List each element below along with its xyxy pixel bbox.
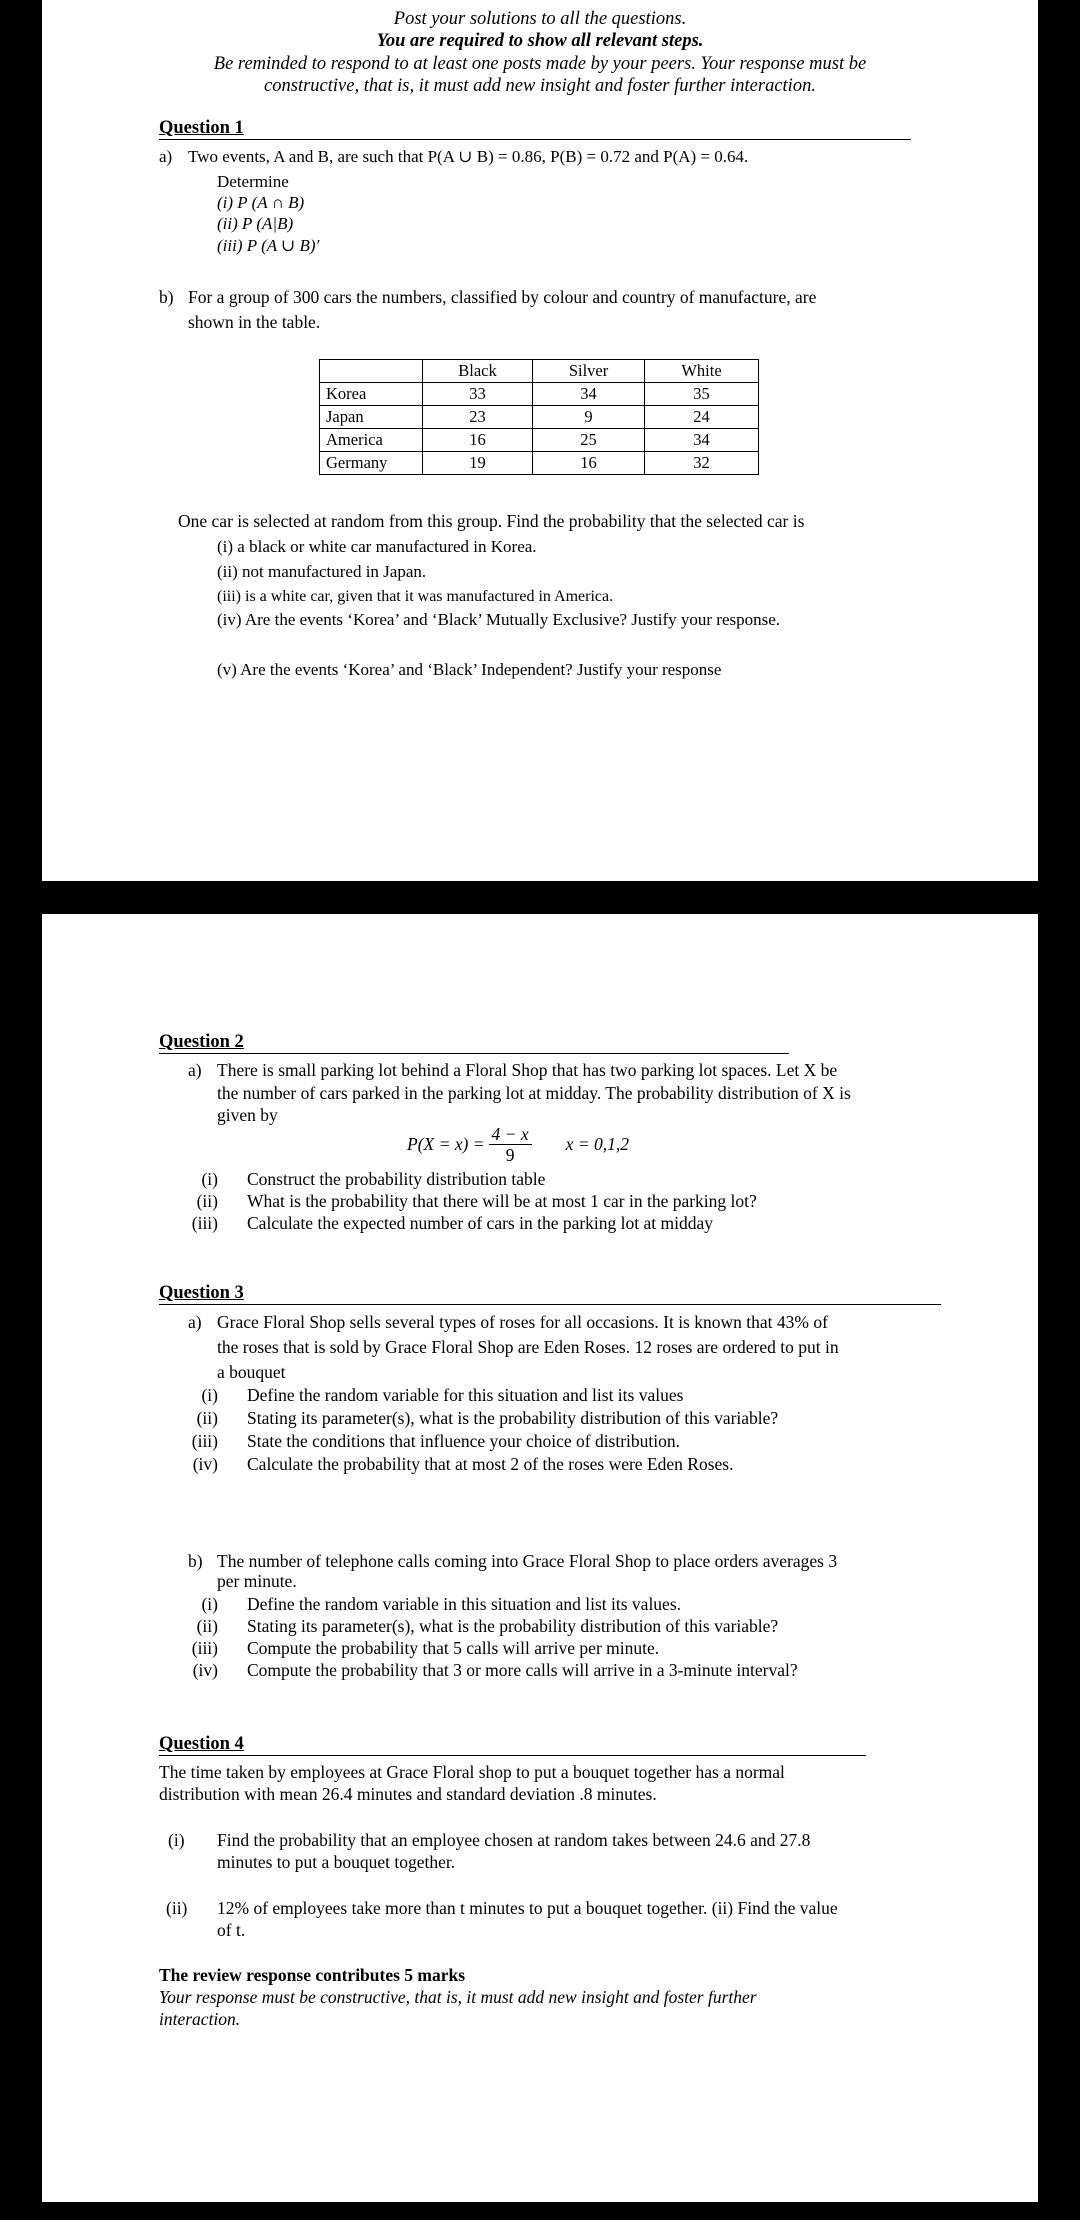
- q1-rule: [159, 139, 911, 140]
- q1-b-item-4: (iv) Are the events ‘Korea’ and ‘Black’ Mutually Exclusive? Justify your response.: [217, 610, 781, 629]
- q1-a-item-3: (iii) P (A ∪ B)′: [217, 236, 320, 255]
- q4-intro-line-1: The time taken by employees at Grace Floral shop to put a bouquet together has a normal: [159, 1762, 785, 1782]
- table-row: [320, 452, 759, 475]
- table-cell: Germany: [320, 452, 423, 475]
- table-cell: 19: [423, 452, 533, 475]
- q4-item-2-label: (ii): [166, 1898, 188, 1918]
- q2-title: Question 2: [159, 1032, 244, 1052]
- q2-item-3-label: (iii): [191, 1213, 218, 1233]
- q4-item-1-line-2: minutes to put a bouquet together.: [217, 1852, 456, 1872]
- table-cell: 34: [645, 429, 759, 452]
- q3-b-item-4-text: Compute the probability that 3 or more calls will arrive in a 3-minute interval?: [247, 1660, 798, 1680]
- table-cell: 16: [423, 429, 533, 452]
- q4-title: Question 4: [159, 1734, 244, 1754]
- formula-domain: x = 0,1,2: [565, 1134, 629, 1154]
- q3-a-item-2-label: (ii): [196, 1408, 218, 1428]
- q2-a-line-1: There is small parking lot behind a Floral Shop that has two parking lot spaces. Let X be: [217, 1060, 838, 1080]
- cars-table: [319, 359, 759, 475]
- q1-select-text: One car is selected at random from this group. Find the probability that the selected car is: [178, 511, 805, 531]
- q2-item-3-text: Calculate the expected number of cars in the parking lot at midday: [247, 1213, 714, 1233]
- formula-fraction: [489, 1124, 532, 1165]
- q1-a-item-2: (ii) P (A|B): [217, 214, 294, 233]
- q3-b-item-3-text: Compute the probability that 5 calls will arrive per minute.: [247, 1638, 660, 1658]
- q1-b-item-5: (v) Are the events ‘Korea’ and ‘Black’ Independent? Justify your response: [217, 660, 722, 679]
- table-row: [320, 383, 759, 406]
- q4-item-2-line-2: of t.: [217, 1920, 246, 1940]
- table-header-cell: Black: [423, 360, 533, 383]
- q3-a-line-3: a bouquet: [217, 1362, 286, 1382]
- formula-lhs: P(X = x) =: [407, 1134, 485, 1154]
- header-line-3: Be reminded to respond to at least one posts made by your peers. Your response must be: [213, 54, 867, 74]
- table-cell: 23: [423, 406, 533, 429]
- table-cell: 16: [533, 452, 645, 475]
- table-cell: 35: [645, 383, 759, 406]
- q1-b-item-2: (ii) not manufactured in Japan.: [217, 562, 427, 581]
- q3-b-item-3-label: (iii): [191, 1638, 218, 1658]
- q2-item-1-label: (i): [201, 1169, 218, 1189]
- table-cell: 9: [533, 406, 645, 429]
- table-cell: Japan: [320, 406, 423, 429]
- q1-b-text-2: shown in the table.: [188, 312, 321, 332]
- q1-determine: Determine: [217, 172, 289, 191]
- table-header-cell: [320, 360, 423, 383]
- q2-rule: [159, 1053, 789, 1054]
- q1-b-item-3: (iii) is a white car, given that it was manufactured in America.: [217, 588, 614, 605]
- header-line-1: Post your solutions to all the questions.: [393, 9, 687, 29]
- q1-title: Question 1: [159, 118, 244, 138]
- table-row: [320, 429, 759, 452]
- table-cell: 32: [645, 452, 759, 475]
- q1-b-item-1: (i) a black or white car manufactured in Korea.: [217, 537, 537, 556]
- document-page-1: [42, 0, 1038, 881]
- q3-b-line-2: per minute.: [217, 1571, 297, 1591]
- q3-a-line-2: the roses that is sold by Grace Floral Shop are Eden Roses. 12 roses are ordered to put in: [217, 1337, 839, 1357]
- q4-intro-line-2: distribution with mean 26.4 minutes and standard deviation .8 minutes.: [159, 1784, 657, 1804]
- formula-denominator: 9: [505, 1145, 515, 1165]
- q3-rule: [159, 1304, 941, 1305]
- q3-b-line-1: The number of telephone calls coming into Grace Floral Shop to place orders averages 3: [217, 1551, 838, 1571]
- table-header-cell: Silver: [533, 360, 645, 383]
- q3-a-label: a): [188, 1312, 202, 1332]
- q4-item-2-line-1: 12% of employees take more than t minutes to put a bouquet together. (ii) Find the value: [217, 1898, 838, 1918]
- q2-item-2-label: (ii): [196, 1191, 218, 1211]
- review-instruction-line-2: interaction.: [159, 2009, 241, 2029]
- q3-b-item-1-text: Define the random variable in this situation and list its values.: [247, 1594, 682, 1614]
- review-instruction-line-1: Your response must be constructive, that is, it must add new insight and foster further: [159, 1987, 757, 2007]
- q3-b-item-2-text: Stating its parameter(s), what is the probability distribution of this variable?: [247, 1616, 779, 1636]
- table-cell: 33: [423, 383, 533, 406]
- q4-item-1-label: (i): [168, 1830, 185, 1850]
- q4-item-1-line-1: Find the probability that an employee chosen at random takes between 24.6 and 27.8: [217, 1830, 811, 1850]
- q3-b-item-1-label: (i): [201, 1594, 218, 1614]
- q1-a-label: a): [159, 147, 173, 166]
- q4-rule: [159, 1755, 866, 1756]
- q3-a-item-3-text: State the conditions that influence your choice of distribution.: [247, 1431, 681, 1451]
- q1-b-label: b): [159, 287, 174, 307]
- review-marks-note: The review response contributes 5 marks: [159, 1965, 466, 1985]
- table-cell: 25: [533, 429, 645, 452]
- q3-a-item-4-text: Calculate the probability that at most 2 of the roses were Eden Roses.: [247, 1454, 734, 1474]
- q1-b-text-1: For a group of 300 cars the numbers, classified by colour and country of manufacture, are: [188, 287, 817, 307]
- q3-a-item-2-text: Stating its parameter(s), what is the probability distribution of this variable?: [247, 1408, 779, 1428]
- q2-a-line-2: the number of cars parked in the parking lot at midday. The probability distribution of X is: [217, 1083, 851, 1103]
- q3-a-line-1: Grace Floral Shop sells several types of roses for all occasions. It is known that 43% of: [217, 1312, 828, 1332]
- q2-a-label: a): [188, 1060, 202, 1080]
- q3-b-item-4-label: (iv): [192, 1660, 218, 1680]
- document-page-2: [42, 914, 1038, 2202]
- q2-a-line-3: given by: [217, 1105, 278, 1125]
- formula-numerator: 4 − x: [489, 1124, 532, 1145]
- q3-a-item-1-label: (i): [201, 1385, 218, 1405]
- q3-b-label: b): [188, 1551, 203, 1571]
- table-cell: 24: [645, 406, 759, 429]
- q1-a-item-1: (i) P (A ∩ B): [217, 193, 305, 212]
- q2-item-1-text: Construct the probability distribution table: [247, 1169, 546, 1189]
- q3-a-item-3-label: (iii): [191, 1431, 218, 1451]
- table-header-row: [320, 360, 759, 383]
- table-header-cell: White: [645, 360, 759, 383]
- pmf-formula: [407, 1124, 629, 1165]
- q3-b-item-2-label: (ii): [196, 1616, 218, 1636]
- q1-a-text: Two events, A and B, are such that P(A ∪ B) = 0.86, P(B) = 0.72 and P(A) = 0.64.: [188, 147, 749, 166]
- q3-title: Question 3: [159, 1283, 244, 1303]
- header-line-2: You are required to show all relevant steps.: [376, 31, 704, 51]
- table-row: [320, 406, 759, 429]
- q2-item-2-text: What is the probability that there will be at most 1 car in the parking lot?: [247, 1191, 757, 1211]
- table-cell: Korea: [320, 383, 423, 406]
- header-line-4: constructive, that is, it must add new insight and foster further interaction.: [264, 76, 816, 96]
- table-cell: America: [320, 429, 423, 452]
- table-cell: 34: [533, 383, 645, 406]
- q3-a-item-1-text: Define the random variable for this situation and list its values: [247, 1385, 684, 1405]
- q3-a-item-4-label: (iv): [192, 1454, 218, 1474]
